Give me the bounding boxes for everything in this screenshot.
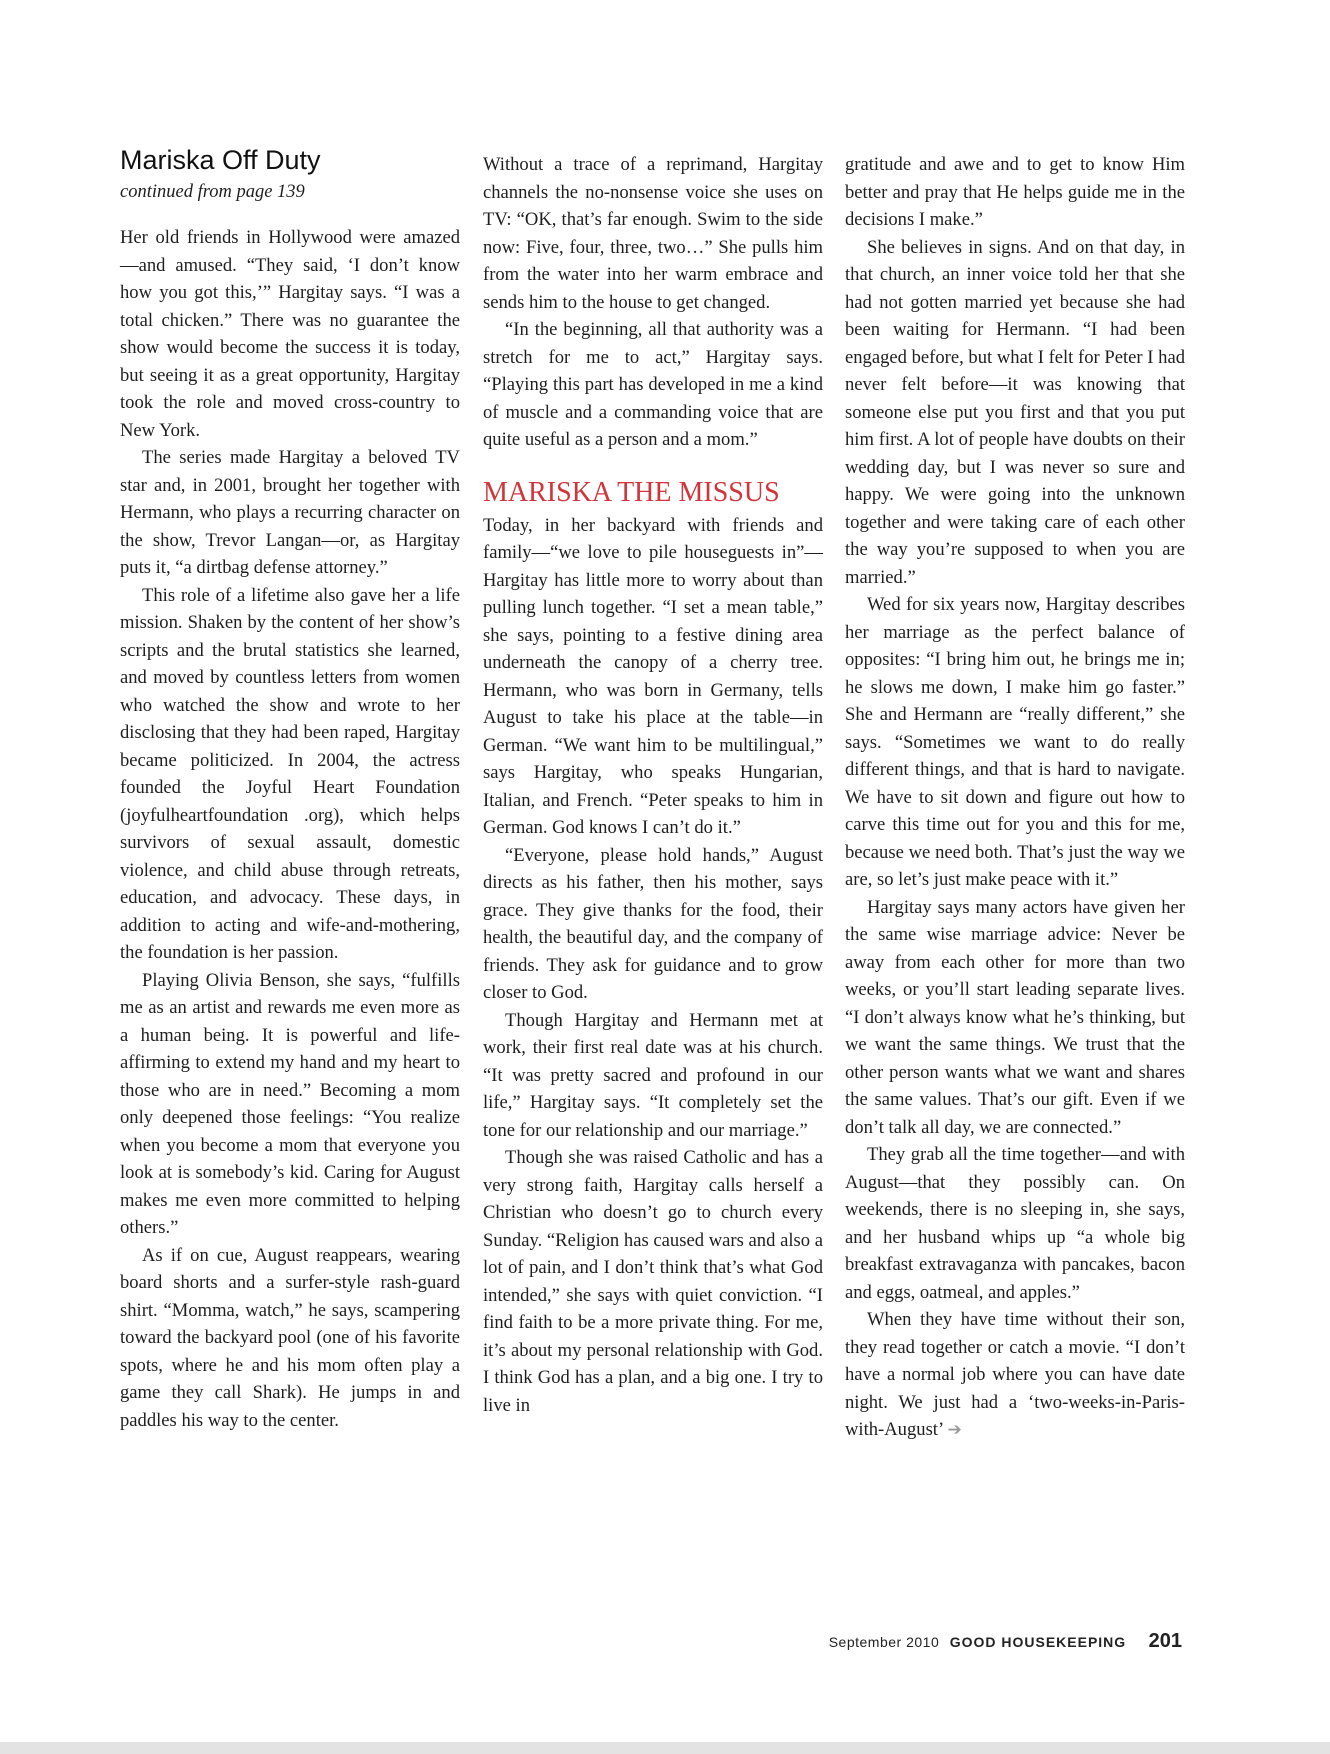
paragraph: Without a trace of a reprimand, Hargitay channels the no-nonsense voice she uses on TV: “OK, that’s far enough. Swim to the side now: Five, four, three, two…” She pulls him from the water into her warm embrace and sends him to the house to get changed. <box>483 154 823 313</box>
paragraph-last <box>845 1306 1185 1445</box>
page-number: 201 <box>1148 1630 1182 1652</box>
paragraph: As if on cue, August reappears, wearing board shorts and a surfer-style rash-guard shirt. “Momma, watch,” he says, scampering toward the backyard pool (one of his favorite spots, where he and his mom often play a game they call Shark). He jumps in and paddles his way to the center. <box>120 1244 460 1431</box>
scan-edge-divider <box>0 1742 1330 1754</box>
article-title: Mariska Off Duty <box>120 145 321 175</box>
issue-date: September 2010 <box>828 1634 940 1650</box>
paragraph: The series made Hargitay a beloved TV star and, in 2001, brought her together with Hermann, who plays a recurring character on the show, Trevor Langan—or, as Hargitay puts it, “a dirtbag defense attorney.” <box>120 447 460 578</box>
paragraph-text: When they have time without their son, they read together or catch a movie. “I don’t have a normal job where you can have date night. We just had a ‘two-weeks-in-Paris-with-August’ <box>845 1309 1185 1440</box>
paragraph: She believes in signs. And on that day, in that church, an inner voice told her that she had not gotten married yet because she had been waiting for Hermann. “I had been engaged before, but what I felt for Peter I had never felt before—it was knowing that someone else put you first and that you put him first. A lot of people have doubts on their wedding day, but I was never so sure and happy. We were going into the unknown together and were taking care of each other the way you’re supposed to when you are married.” <box>845 236 1185 588</box>
paragraph: gratitude and awe and to get to know Him better and pray that He helps guide me in the decisions I make.” <box>845 154 1185 230</box>
paragraph: Today, in her backyard with friends and family—“we love to pile houseguests in”—Hargitay has little more to worry about than pulling lunch together. “I set a mean table,” she says, pointing to a festive dining area underneath the canopy of a cherry tree. Hermann, who was born in Germany, tells August to take his place at the table—in German. “We want him to be multilingual,” says Hargitay, who speaks Hungarian, Italian, and French. “Peter speaks to him in German. God knows I can’t do it.” <box>483 514 823 838</box>
paragraph: Playing Olivia Benson, she says, “fulfills me as an artist and rewards me even more as a human being. It is powerful and life-affirming to extend my hand and my heart to those who are in need.” Becoming a mom only deepened those feelings: “You realize when you become a mom that everyone you look at is somebody’s kid. Caring for August makes me even more committed to helping others.” <box>120 969 460 1238</box>
paragraph: Her old friends in Hollywood were amazed—and amused. “They said, ‘I don’t know how you got this,’” Hargitay says. “I was a total chicken.” There was no guarantee the show would become the success it is today, but seeing it as a great opportunity, Hargitay took the role and moved cross-country to New York. <box>120 227 460 441</box>
paragraph: Wed for six years now, Hargitay describes her marriage as the perfect balance of opposites: “I bring him out, he brings me in; he slows me down, I make him go faster.” She and Hermann are “really different,” she says. “Sometimes we want to do really different things, and that is hard to navigate. We have to sit down and figure out how to carve this time out for you and this for me, because we need both. That’s just the way we are, so let’s just make peace with it.” <box>845 594 1185 890</box>
paragraph: Though Hargitay and Hermann met at work, their first real date was at his church. “It was pretty sacred and profound in our life,” Hargitay says. “It completely set the tone for our relationship and our marriage.” <box>483 1009 823 1141</box>
continued-from-note: continued from page 139 <box>120 182 305 202</box>
article-column-3 <box>845 151 1185 1445</box>
paragraph: “In the beginning, all that authority was a stretch for me to act,” Hargitay says. “Playing this part has developed in me a kind of muscle and a commanding voice that are quite useful as a person and a mom.” <box>483 319 823 450</box>
continue-arrow-icon: ➔ <box>947 1420 962 1440</box>
section-subhead: MARISKA THE MISSUS <box>483 476 780 508</box>
paragraph: This role of a lifetime also gave her a life mission. Shaken by the content of her show’s scripts and the brutal statistics she learned, and moved by countless letters from women who watched the show and wrote to her disclosing that they had been raped, Hargitay became politicized. In 2004, the actress founded the Joyful Heart Foundation (joyfulheartfoundation .org), which helps survivors of sexual assault, domestic violence, and child abuse through retreats, education, and advocacy. These days, in addition to acting and wife-and-mothering, the foundation is her passion. <box>120 584 460 963</box>
page-footer <box>829 1630 1182 1653</box>
paragraph: They grab all the time together—and with August—that they possibly can. On weekends, there is no sleeping in, she says, and her husband whips up “a whole big breakfast extravaganza with pancakes, bacon and eggs, oatmeal, and apples.” <box>845 1144 1185 1303</box>
paragraph: “Everyone, please hold hands,” August directs as his father, then his mother, says grace. They give thanks for the food, their health, the beautiful day, and the company of friends. They ask for guidance and to grow closer to God. <box>483 844 823 1003</box>
article-column-2 <box>483 151 823 1419</box>
paragraph: Hargitay says many actors have given her the same wise marriage advice: Never be away from each other for more than two weeks, or you’ll start leading separate lives. “I don’t always know what he’s thinking, but we want the same things. We trust that the other person wants what we want and shares the same values. That’s our gift. Even if we don’t talk all day, we are connected.” <box>845 896 1185 1138</box>
magazine-name: GOOD HOUSEKEEPING <box>949 1634 1127 1650</box>
paragraph: Though she was raised Catholic and has a very strong faith, Hargitay calls herself a Christian who doesn’t go to church every Sunday. “Religion has caused wars and also a lot of pain, and I don’t think that’s what God intended,” she says with quiet conviction. “I find faith to be a more private thing. For me, it’s about my personal relationship with God. I think God has a plan, and a big one. I try to live in <box>483 1147 823 1416</box>
article-column-1 <box>120 145 460 1434</box>
